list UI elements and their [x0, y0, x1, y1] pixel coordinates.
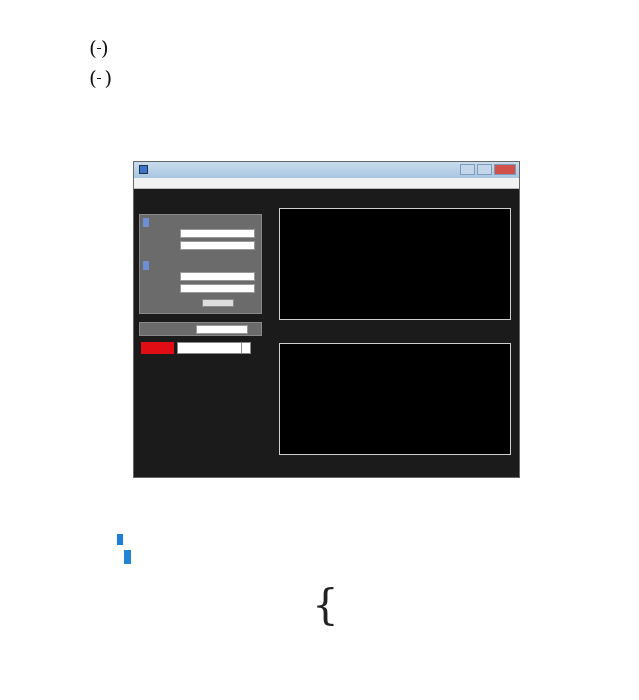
- signal-x-title: [143, 218, 149, 227]
- chevron-down-icon: [241, 343, 250, 353]
- maximize-button[interactable]: [477, 164, 492, 175]
- equation-x: ( ): [89, 36, 109, 60]
- accept-button[interactable]: [202, 299, 234, 307]
- convolution-result-equation: [200, 580, 480, 635]
- h-expression-input[interactable]: [180, 284, 255, 293]
- signal-h-title: [143, 261, 149, 270]
- question-a: [110, 489, 580, 504]
- section-analytical-method: [117, 534, 123, 545]
- window-titlebar: [134, 162, 519, 178]
- menu-bar: [134, 178, 519, 189]
- range-input-h[interactable]: [180, 272, 255, 281]
- x-expression-input[interactable]: [180, 241, 255, 250]
- action-button[interactable]: [141, 342, 174, 354]
- convolution-gui-window: [133, 161, 520, 478]
- signal-input-panel: [139, 214, 262, 314]
- time-step-input[interactable]: [196, 325, 248, 334]
- left-brace: {: [312, 580, 339, 629]
- app-icon: [139, 165, 148, 174]
- close-button[interactable]: [494, 164, 516, 175]
- plot2-frame: [280, 344, 511, 455]
- plot1-frame: [280, 209, 511, 320]
- plot2-axes: [279, 343, 511, 455]
- question-c: [110, 636, 580, 651]
- equation-h-fraction: [97, 78, 101, 79]
- range-input-x[interactable]: [180, 229, 255, 238]
- time-step-panel: [139, 322, 262, 336]
- question-b-line1: [124, 550, 131, 564]
- minimize-button[interactable]: [460, 164, 475, 175]
- equation-h: ( ): [89, 66, 113, 90]
- plot1-axes: [279, 208, 511, 320]
- operation-dropdown[interactable]: [177, 342, 251, 354]
